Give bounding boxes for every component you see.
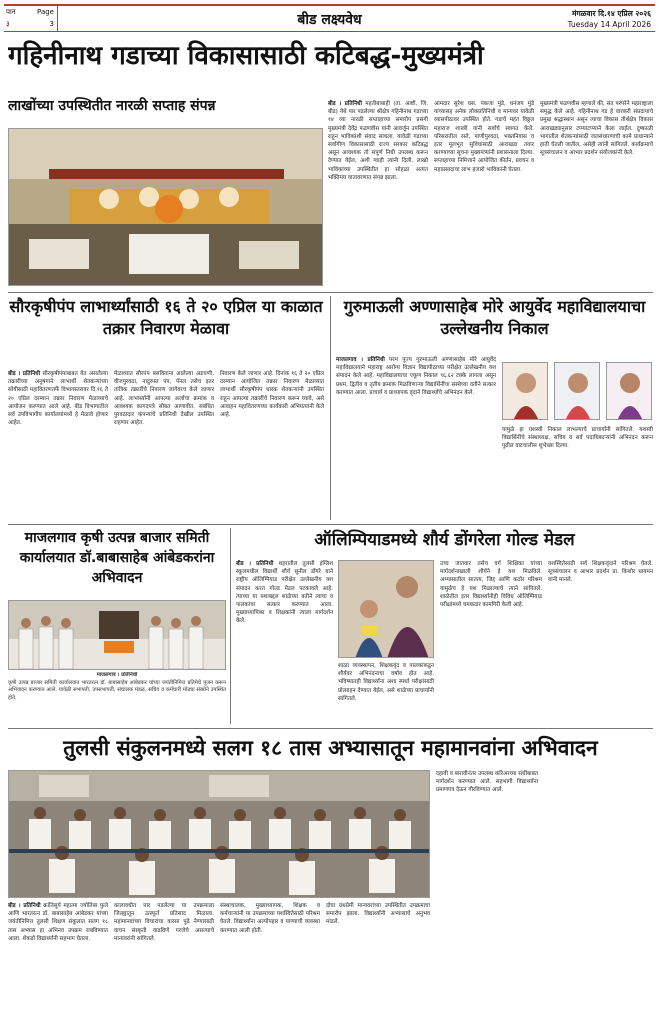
date-english: Tuesday 14 April 2026 (567, 20, 651, 29)
ayurved-byline: माजलगाव । प्रतिनिधी (336, 357, 385, 363)
tulsi-story-col2: कालावधीत पार पडलेल्या या उपक्रमाला जिल्ह्यातून उत्स्फूर्त प्रतिसाद मिळाला. महामानवांच्या विचारांचा वारसा पुढे नेण्यासाठी वाचन संस्कृती वाढविणे गरजेचे असल्याचे मान्यवरांनी सांगितले. (114, 903, 214, 942)
lead-byline: बीड । प्रतिनिधी (328, 101, 362, 107)
solar-story-col1 (8, 370, 108, 520)
market-committee-byline: माजलगाव । प्रतिनिधी (96, 672, 138, 678)
date-marathi: मंगळवार दि.१४ एप्रिल २०२६ (571, 9, 651, 18)
tulsi-headline: तुलसी संकुलनमध्ये सलग १८ तास अभ्यासातून महामानवांना अभिवादन (63, 736, 598, 760)
divider-vertical-2 (230, 528, 231, 724)
solar-pump-headline: सौरकृषीपंप लाभार्थ्यांसाठी १६ ते २० एप्रिल या काळात तक्रार निवारण मेळावा (9, 297, 323, 338)
olympiad-byline: बीड । प्रतिनिधी (236, 561, 274, 567)
solar-story-col2: मेळाव्यात सौरपंप बसविताना आलेल्या अडचणी, वीजपुरवठा, नादुरुस्त पंप, पॅनल तसेच इतर तांत्रिक तक्रारींचे निवारण जागेवरच केले जाणार आहे. लाभार्थ्यांनी आपल्या अर्जाचा क्रमांक व आवश्यक कागदपत्रे सोबत आणावीत. संबंधित पुरवठादार कंपन्यांचे प्रतिनिधी देखील उपस्थित राहणार आहेत. (114, 371, 214, 427)
ayurved-headline: गुरुमाऊली अण्णासाहेब मोरे आयुर्वेद महाविद्यालयाचा उल्लेखनीय निकाल (343, 297, 646, 338)
divider-vertical-1 (330, 296, 331, 520)
page-number-mr: ३ (6, 20, 10, 28)
divider-2 (8, 524, 653, 525)
tulsi-story-col6 (544, 770, 653, 1018)
solar-story-col3: निवारण केले जाणार आहे. दिनांक १६ ते २० एप्रिल दरम्यान आयोजित तक्रार निवारण मेळाव्यात लाभार्थी सौरकृषीपंप धारक शेतकऱ्यांनी उपस्थित राहून आपल्या तक्रारींचे निवारण करून घ्यावे, असे आवाहन महावितरणच्या कार्यकारी अभियंत्यांनी केले आहे. (220, 371, 324, 419)
olympiad-story-col4: यशस्वितेसाठी सर्व शिक्षकवृंदाने परिश्रम घेतले. सूत्रसंचालन व आभार प्रदर्शन प्रा. किशोर थायमन यांनी मानले. (548, 561, 653, 584)
newspaper-name: बीड लक्ष्यवेध (297, 12, 362, 28)
ayurved-story-col2: यामुळे हा यशस्वी निकाल लाभल्याचे प्राचार्यांनी सांगितले. यशस्वी विद्यार्थिनींचे संस्थाध्यक्ष, सचिव व सर्व पदाधिकाऱ्यांनी अभिनंदन करून पुढील वाटचालीस शुभेच्छा दिल्या. (502, 427, 653, 450)
dateline (568, 8, 651, 30)
page-label-en: Page (37, 8, 54, 16)
page-label-mr: पान (6, 8, 16, 16)
market-committee-headline: माजलगाव कृषी उत्पन्न बाजार समिती कार्यालयात डॉ.बाबासाहेब आंबेडकरांना अभिवादन (19, 530, 215, 586)
lead-story-col3: मुख्यमंत्री फडणवीस म्हणाले की, संत परंपरेने महाराष्ट्राला समृद्ध केले आहे. गहिनीनाथ गड हे वारकरी संप्रदायाचे प्रमुख श्रद्धास्थान असून त्याचा विकास तीर्थक्षेत्र विकास आराखड्यानुसार टप्प्याटप्प्याने केला जाईल. दुष्काळी भागातील शेतकऱ्यांसाठी जलसंधारणाची कामे प्राधान्याने हाती घेतली जातील, असेही त्यांनी सांगितले. कार्यक्रमाचे सूत्रसंचालन व आभार प्रदर्शन संयोजकांनी केले. (540, 101, 653, 157)
olympiad-story-col1 (236, 560, 333, 722)
ayurved-col1-text: परम पूज्य गुरुमाऊली अण्णासाहेब मोरे आयुर्वेद महाविद्यालयाने महाराष्ट्र आरोग्य विज्ञान विद्यापीठाच्या परीक्षेत उल्लेखनीय यश संपादन केले आहे. महाविद्यालयाचा एकूण निकाल ९६.६२ टक्के लागला असून प्रथम, द्वितीय व तृतीय क्रमांक मिळविणाऱ्या विद्यार्थिनींचा संस्थेच्या वतीने सत्कार करण्यात आला. प्राचार्य व प्राध्यापक वृंदाने विद्यार्थ्यांचे अभिनंदन केले. (336, 357, 496, 396)
student-photo-2 (554, 362, 600, 420)
market-committee-caption (8, 672, 226, 720)
study-marathon-photo (8, 770, 430, 898)
masthead (4, 4, 655, 32)
tulsi-story-col4: दोघा ग्रंथप्रेमी मान्यवरांच्या उपस्थितीत उपक्रमाचा समारोप झाला. विद्यार्थ्यांनी अभ्यासाचे अनुभव मांडले. (326, 903, 430, 926)
olympiad-headline: ऑलिम्पियाडमध्ये शौर्य डोंगरेला गोल्ड मेडल (314, 530, 575, 550)
olympiad-story-col3: शाळा व्यवस्थापन, शिक्षकवृंद व पालकांकडून शौर्यवर अभिनंदनाचा वर्षाव होत आहे. भविष्यातही विद्यार्थ्यांना अशा स्पर्धा परीक्षांसाठी प्रोत्साहन देण्यात येईल, असे शाळेच्या प्राचार्यांनी सांगितले. (338, 663, 434, 702)
solar-col1-text: सौरकृषीपंपाबाबत येत असलेल्या तक्रारींच्या अनुषंगाने लाभार्थी शेतकऱ्यांच्या सोयीसाठी महावितरणतर्फे विभागस्तरावर दि.१६ ते २० एप्रिल दरम्यान तक्रार निवारण मेळाव्याचे आयोजन करण्यात आले आहे. बीड विभागातील सर्व उपविभागीय कार्यालयांमध्ये हे मेळावे होणार आहेत. (8, 371, 108, 427)
olympiad-winner-photo (338, 560, 434, 658)
divider-1 (8, 292, 653, 293)
student-photo-3 (606, 362, 652, 420)
tulsi-story-col3: संस्थाचालक, मुख्याध्यापक, शिक्षक व कर्मचाऱ्यांनी या उपक्रमाच्या यशस्वितेसाठी परिश्रम घेतले. विद्यार्थ्यांना अल्पोपहार व पाण्याची व्यवस्था करण्यात आली होती. (220, 903, 320, 934)
divider-3 (8, 728, 653, 729)
tulsi-story-col5: दहावी व बारावीनंतर उपलब्ध करिअरच्या संधींबाबत मार्गदर्शन करण्यात आले. सहभागी विद्यार्थ्यांना प्रमाणपत्र देऊन गौरविण्यात आले. (436, 771, 538, 794)
ayurved-story-col1 (336, 356, 496, 520)
olympiad-col1-text: शहरातील तुलसी इंग्लिश स्कूलमधील विद्यार्थी शौर्य सुनील डोंगरे याने राष्ट्रीय ऑलिम्पियाड परीक्षेत उल्लेखनीय यश संपादन करत गोल्ड मेडल पटकावले आहे. त्याच्या या यशाबद्दल शाळेच्या वतीने त्याचा व पालकांचा सत्कार करण्यात आला. मुख्याध्यापिका व शिक्षकांनी त्याला मार्गदर्शन केले. (236, 561, 333, 625)
page-number-en: 3 (49, 20, 54, 28)
ambedkar-tribute-photo (8, 600, 226, 670)
olympiad-story-col2: उच्च जातवार तसेच वर्ग शिक्षिका यांच्या मार्गदर्शनाखाली शौर्यने हे यश मिळविले. अभ्यासातील सातत्य, जिद्द आणि कठोर परिश्रम यामुळेच हे यश मिळाल्याचे त्याने सांगितले. शाळेतील इतर विद्यार्थ्यांनीही विविध ऑलिम्पियाड परीक्षांमध्ये चमकदार कामगिरी केली आहे. (440, 561, 542, 609)
lead-story-col1 (328, 100, 428, 288)
lead-headline: गहिनीनाथ गडाच्या विकासासाठी कटिबद्ध-मुख्यमंत्री (8, 41, 484, 71)
tulsi-byline: बीड । प्रतिनिधी (8, 903, 41, 909)
lead-col1-text: महतीबाबाही (ता. आष्टी, जि. बीड) येथे पार पडलेल्या श्रीक्षेत्र गहिनीनाथ गडाच्या १४ व्या नारळी सप्ताहाच्या समारोप प्रसंगी मुख्यमंत्री देवेंद्र फडणवीस यांनी आवर्जून उपस्थित राहून भाविकांशी संवाद साधला. यावेळी गडाच्या सर्वांगीण विकासासाठी राज्य सरकार कटिबद्ध असून आवश्यक तो संपूर्ण निधी उपलब्ध करून देण्यात येईल, अशी ग्वाही त्यांनी दिली. लाखो भाविकांच्या उपस्थितीत हा सोहळा अत्यंत भक्तिमय वातावरणात संपन्न झाला. (328, 101, 428, 181)
lead-subhead: लाखोंच्या उपस्थितीत नारळी सप्ताह संपन्न (8, 98, 216, 114)
lead-story-col2: आमदार सुरेश धस, पंकजा मुंडे, धनंजय मुंडे यांच्यासह अनेक लोकप्रतिनिधी व मान्यवर यावेळी व्यासपीठावर उपस्थित होते. गडाचे महंत विठ्ठल महाराज शास्त्री यांनी सर्वांचे स्वागत केले. परिसरातील रस्ते, पाणीपुरवठा, भक्तनिवास व इतर मूलभूत सुविधांसाठी आराखडा तयार करण्याच्या सूचना मुख्यमंत्र्यांनी प्रशासनाला दिल्या. सप्ताहाच्या निमित्ताने आयोजित कीर्तन, प्रवचन व महाप्रसादाचा लाभ हजारो भाविकांनी घेतला. (434, 101, 534, 173)
sapta-event-photo (8, 128, 323, 286)
solar-byline: बीड । प्रतिनिधी (8, 371, 41, 377)
tulsi-col1-text: क्रांतिसूर्य महात्मा ज्योतिबा फुले आणि भारतरत्न डॉ. बाबासाहेब आंबेडकर यांच्या जयंतीनिमित्त तुलसी शिक्षण संकुलात सलग १८ तास अभ्यास हा अभिनव उपक्रम राबविण्यात आला. शेकडो विद्यार्थ्यांनी सहभाग घेतला. (8, 903, 108, 942)
student-photo-1 (502, 362, 548, 420)
market-committee-caption-text: कृषी उत्पन्न बाजार समिती कार्यालयात भारतरत्न डॉ. बाबासाहेब आंबेडकर यांच्या जयंतीनिमित्त प्रतिमेचे पूजन करून अभिवादन करण्यात आले. यावेळी सभापती, उपसभापती, संचालक मंडळ, सचिव व कर्मचारी मोठ्या संख्येने उपस्थित होते. (8, 679, 226, 701)
tulsi-story-col1 (8, 902, 108, 1018)
